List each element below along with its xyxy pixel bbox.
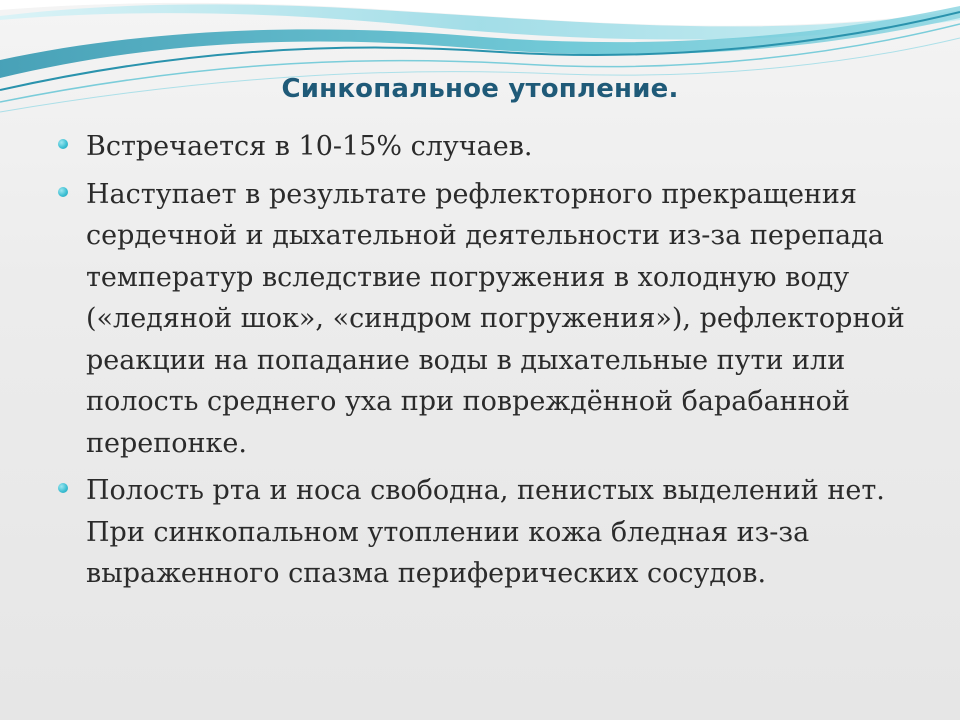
bullet-dot-icon: [58, 187, 68, 197]
bullet-dot-icon: [58, 139, 68, 149]
bullet-list: [58, 126, 918, 601]
bullet-text: Наступает в результате рефлекторного прекращения сердечной и дыхательной деятельности из-за перепада температур вследствие погружения в холодную воду («ледяной шок», «синдром погружения»), рефлекторной реакции на попадание воды в дыхательные пути или полость среднего уха при повреждённой барабанной перепонке.: [86, 178, 905, 459]
bullet-item: [58, 126, 918, 168]
bullet-item: [58, 470, 918, 595]
slide-title: Синкопальное утопление.: [281, 74, 679, 104]
bullet-text: Встречается в 10-15% случаев.: [86, 131, 533, 162]
bullet-dot-icon: [58, 483, 68, 493]
bullet-item: [58, 174, 918, 465]
bullet-text: Полость рта и носа свободна, пенистых выделений нет. При синкопальном утоплении кожа бледная из-за выраженного спазма периферических сосудов.: [86, 475, 885, 589]
wave-decoration: [0, 0, 960, 130]
